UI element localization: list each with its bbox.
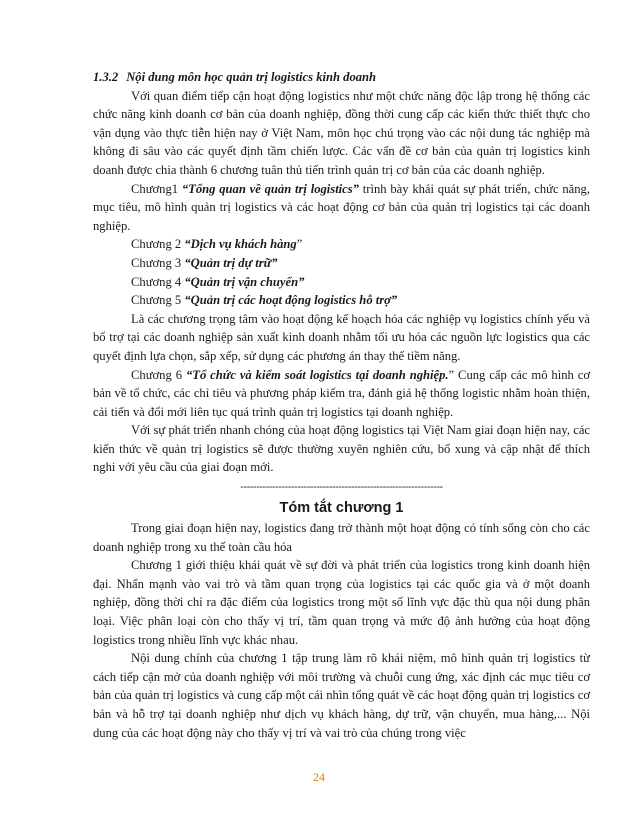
- chapter-5-line: [93, 291, 590, 310]
- chapter-4-title: “Quản trị vận chuyển”: [184, 274, 305, 289]
- section-title: Nội dung môn học quản trị logistics kinh doanh: [126, 70, 377, 84]
- chapter-2-prefix: Chương 2: [131, 237, 185, 252]
- core-chapters-paragraph: Là các chương trọng tâm vào hoạt động kế hoạch hóa các nghiệp vụ logistics chính yếu và bổ trợ tại các doanh nghiệp sản xuất kinh doanh nhằm tối ưu hóa các nguồn lực logistics qua các quyết định lựa chọn, sắp xếp, sử dụng các phương án thay thế tiềm năng.: [93, 311, 590, 363]
- chapter-4-prefix: Chương 4: [131, 274, 185, 289]
- page-content: [93, 68, 590, 742]
- chapter-6-prefix: Chương 6: [131, 367, 186, 382]
- chapter-3-line: [93, 254, 590, 273]
- chapter-5-prefix: Chương 5: [131, 293, 185, 308]
- summary-paragraph-2: Chương 1 giới thiệu khái quát về sự đời và phát triển của logistics trong kinh doanh hiện đại. Nhấn mạnh vào vai trò và tầm quan trọng của logistics tại các quốc gia và ở một doanh nghiệp, đồng thời chỉ ra đặc điểm của logistics trong một số lĩnh vực đặc thù qua nội dung phân loại. Việc phân loại còn cho thấy vị trí, tầm quan trọng và mức độ ảnh hưởng của hoạt động logistics trong nhiều lĩnh vực khác nhau.: [93, 558, 590, 647]
- chapter-5-title: “Quản trị các hoạt động logistics hỗ trợ”: [184, 293, 398, 308]
- outlook-paragraph: Với sự phát triển nhanh chóng của hoạt động logistics tại Việt Nam giai đoạn hiện nay, các kiến thức về quản trị logistics sẽ được thường xuyên nghiên cứu, bổ xung và cập nhật để thích nghi với yêu cầu của giai đoạn mới.: [93, 423, 590, 475]
- chapter-3-prefix: Chương 3: [131, 255, 185, 270]
- chapter-4-line: [93, 273, 590, 292]
- chapter-1-paragraph: [93, 180, 590, 236]
- chapter-1-text: trình bày khái quát sự phát triển, chức năng, mục tiêu, mô hình quản trị logistics và các hoạt động cơ bản của quản trị logistics tại các doanh nghiệp.: [93, 181, 590, 233]
- intro-paragraph: Với quan điểm tiếp cận hoạt động logistics như một chức năng độc lập trong hệ thống các chức năng kinh doanh cơ bản của doanh nghiệp, đồng thời cung cấp các kiến thức thiết thực cho vận dụng vào thực tiễn hiện nay ở Việt Nam, môn học chú trọng vào các nội dung tác nghiệp mà không đi sâu vào các quyết định tầm chiến lược. Các vấn đề cơ bản của quản trị logistics kinh doanh được chia thành 6 chương tuân thủ tiến trình quản trị cơ bản của các doanh nghiệp.: [93, 88, 590, 177]
- section-divider: ----------------------------------------------------------------: [240, 481, 443, 494]
- summary-title: Tóm tắt chương 1: [279, 500, 404, 517]
- chapter-2-line: [93, 235, 590, 254]
- summary-paragraph-1: Trong giai đoạn hiện nay, logistics đang trở thành một hoạt động có tính sống còn cho các doanh nghiệp trong xu thế toàn cầu hóa: [93, 521, 590, 554]
- chapter-1-title: “Tổng quan về quản trị logistics”: [181, 181, 359, 196]
- chapter-6-text: ” Cung cấp các mô hình cơ bản về tổ chức, các chỉ tiêu và phương pháp kiểm tra, đánh giá hệ thống logistic nhằm hoàn thiện, cải tiến và đổi mới liên tục quá trình quản trị logistics tại doanh nghiệp.: [93, 367, 591, 419]
- chapter-6-paragraph: [93, 366, 590, 422]
- chapter-2-suffix: ”: [296, 237, 303, 252]
- summary-paragraph-3: Nội dung chính của chương 1 tập trung làm rõ khái niệm, mô hình quản trị logistics từ cách tiếp cận mở của doanh nghiệp với môi trường và chuỗi cung ứng, xác định các mục tiêu cơ bản của quản trị logistics và cung cấp một cái nhìn tổng quát về các hoạt động quản trị logistics cơ bản và hỗ trợ tại doanh nghiệp như dịch vụ khách hàng, dự trữ, vận chuyển, mua hàng,... Nội dung của các hoạt động này cho thấy vị trí và vai trò của chúng trong việc: [93, 651, 590, 740]
- chapter-3-title: “Quản trị dự trữ”: [184, 255, 278, 270]
- chapter-6-title: “Tổ chức và kiểm soát logistics tại doanh nghiệp.: [185, 367, 449, 382]
- chapter-1-prefix: Chương1: [131, 181, 182, 196]
- section-number: 1.3.2: [93, 70, 119, 84]
- page-number: 24: [313, 770, 325, 784]
- chapter-2-title: “Dịch vụ khách hàng: [184, 237, 297, 252]
- section-heading: [93, 68, 590, 87]
